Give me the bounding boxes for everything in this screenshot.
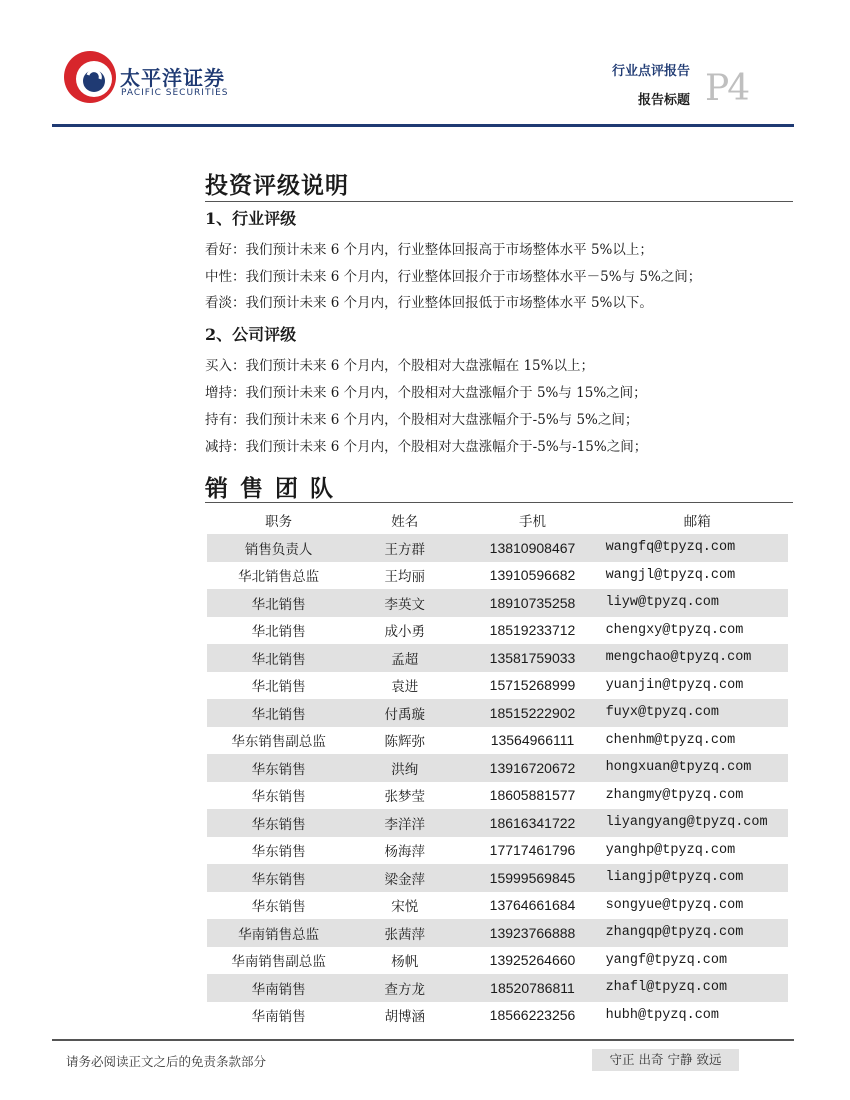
cell-name: 杨海萍 xyxy=(350,837,459,865)
cell-name: 王均丽 xyxy=(350,562,459,590)
cell-phone: 15999569845 xyxy=(459,864,605,892)
column-header-name: 姓名 xyxy=(391,513,419,530)
cell-role: 华北销售总监 xyxy=(207,562,350,590)
cell-phone: 13581759033 xyxy=(459,644,605,672)
column-header-email: 邮箱 xyxy=(683,513,711,530)
cell-email: chengxy@tpyzq.com xyxy=(606,617,788,645)
disclaimer-text: 请务必阅读正文之后的免责条款部分 xyxy=(66,1054,267,1069)
industry-rating-line: 看好：我们预计未来 6 个月内，行业整体回报高于市场整体水平 5%以上； xyxy=(205,242,653,258)
company-rating-line: 增持：我们预计未来 6 个月内，个股相对大盘涨幅介于 5%与 15%之间； xyxy=(205,385,647,401)
cell-role: 华北销售 xyxy=(207,672,350,700)
cell-email: yangf@tpyzq.com xyxy=(606,947,788,975)
cell-role: 华东销售 xyxy=(207,892,350,920)
cell-email: yuanjin@tpyzq.com xyxy=(606,672,788,700)
company-rating-line: 买入：我们预计未来 6 个月内，个股相对大盘涨幅在 15%以上； xyxy=(205,358,594,374)
cell-phone: 18605881577 xyxy=(459,782,605,810)
column-header-role: 职务 xyxy=(265,513,293,530)
brand-name-cn: 太平洋证券 xyxy=(120,66,225,90)
cell-phone: 18520786811 xyxy=(459,974,605,1002)
cell-email: hubh@tpyzq.com xyxy=(606,1002,788,1030)
table-row xyxy=(207,892,788,920)
table-row xyxy=(207,947,788,975)
cell-name: 洪绚 xyxy=(350,754,459,782)
cell-role: 华东销售 xyxy=(207,754,350,782)
cell-role: 华东销售 xyxy=(207,782,350,810)
table-header-row xyxy=(207,505,788,534)
table-row xyxy=(207,672,788,700)
industry-rating-line: 看淡：我们预计未来 6 个月内，行业整体回报低于市场整体水平 5%以下。 xyxy=(205,295,653,311)
cell-email: chenhm@tpyzq.com xyxy=(606,727,788,755)
header-divider xyxy=(52,124,794,127)
cell-name: 杨帆 xyxy=(350,947,459,975)
table-row xyxy=(207,837,788,865)
cell-email: fuyx@tpyzq.com xyxy=(606,699,788,727)
cell-phone: 13925264660 xyxy=(459,947,605,975)
report-title: 报告标题 xyxy=(637,93,690,108)
cell-email: yanghp@tpyzq.com xyxy=(606,837,788,865)
cell-phone: 13916720672 xyxy=(459,754,605,782)
table-row xyxy=(207,1002,788,1030)
cell-email: hongxuan@tpyzq.com xyxy=(606,754,788,782)
cell-name: 成小勇 xyxy=(350,617,459,645)
industry-rating-line: 中性：我们预计未来 6 个月内，行业整体回报介于市场整体水平－5%与 5%之间； xyxy=(205,269,702,285)
report-type: 行业点评报告 xyxy=(611,64,690,79)
company-motto: 守正 出奇 宁静 致远 xyxy=(592,1049,739,1071)
cell-name: 李英文 xyxy=(350,589,459,617)
cell-email: wangjl@tpyzq.com xyxy=(606,562,788,590)
company-logo-icon xyxy=(60,45,120,105)
section-divider xyxy=(205,201,793,202)
cell-name: 孟超 xyxy=(350,644,459,672)
cell-role: 华北销售 xyxy=(207,699,350,727)
cell-role: 华北销售 xyxy=(207,617,350,645)
brand-name-en: PACIFIC SECURITIES xyxy=(121,88,229,98)
table-row xyxy=(207,699,788,727)
cell-role: 销售负责人 xyxy=(207,534,350,562)
cell-phone: 13910596682 xyxy=(459,562,605,590)
cell-role: 华南销售 xyxy=(207,1002,350,1030)
cell-role: 华南销售总监 xyxy=(207,919,350,947)
company-rating-line: 减持：我们预计未来 6 个月内，个股相对大盘涨幅介于-5%与-15%之间； xyxy=(205,439,648,455)
cell-role: 华东销售 xyxy=(207,809,350,837)
cell-name: 查方龙 xyxy=(350,974,459,1002)
table-row xyxy=(207,644,788,672)
company-rating-line: 持有：我们预计未来 6 个月内，个股相对大盘涨幅介于-5%与 5%之间； xyxy=(205,412,639,428)
cell-role: 华南销售副总监 xyxy=(207,947,350,975)
cell-name: 胡博涵 xyxy=(350,1002,459,1030)
table-row xyxy=(207,782,788,810)
cell-phone: 18515222902 xyxy=(459,699,605,727)
cell-name: 梁金萍 xyxy=(350,864,459,892)
cell-phone: 17717461796 xyxy=(459,837,605,865)
table-row xyxy=(207,589,788,617)
cell-name: 王方群 xyxy=(350,534,459,562)
column-header-phone: 手机 xyxy=(518,513,546,530)
cell-name: 张茜萍 xyxy=(350,919,459,947)
cell-phone: 18910735258 xyxy=(459,589,605,617)
cell-phone: 18519233712 xyxy=(459,617,605,645)
industry-rating-title: 1、行业评级 xyxy=(205,209,297,228)
cell-phone: 18616341722 xyxy=(459,809,605,837)
cell-role: 华东销售 xyxy=(207,837,350,865)
cell-name: 张梦莹 xyxy=(350,782,459,810)
cell-email: liyangyang@tpyzq.com xyxy=(606,809,788,837)
table-row xyxy=(207,974,788,1002)
table-row xyxy=(207,727,788,755)
table-row xyxy=(207,864,788,892)
cell-role: 华北销售 xyxy=(207,589,350,617)
table-row xyxy=(207,919,788,947)
table-row xyxy=(207,562,788,590)
cell-email: liangjp@tpyzq.com xyxy=(606,864,788,892)
company-rating-title: 2、公司评级 xyxy=(205,325,297,344)
table-row xyxy=(207,809,788,837)
rating-section-title: 投资评级说明 xyxy=(205,172,349,199)
cell-role: 华南销售 xyxy=(207,974,350,1002)
cell-phone: 13564966111 xyxy=(459,727,605,755)
table-row xyxy=(207,617,788,645)
footer-divider xyxy=(52,1039,794,1041)
sales-team-title: 销售团队 xyxy=(205,475,345,502)
cell-name: 宋悦 xyxy=(350,892,459,920)
cell-email: songyue@tpyzq.com xyxy=(606,892,788,920)
page-number: P4 xyxy=(705,68,749,109)
table-row xyxy=(207,534,788,562)
cell-name: 陈辉弥 xyxy=(350,727,459,755)
cell-phone: 15715268999 xyxy=(459,672,605,700)
cell-email: zhafl@tpyzq.com xyxy=(606,974,788,1002)
cell-email: zhangqp@tpyzq.com xyxy=(606,919,788,947)
cell-email: mengchao@tpyzq.com xyxy=(606,644,788,672)
cell-email: zhangmy@tpyzq.com xyxy=(606,782,788,810)
cell-phone: 18566223256 xyxy=(459,1002,605,1030)
cell-email: liyw@tpyzq.com xyxy=(606,589,788,617)
cell-name: 李洋洋 xyxy=(350,809,459,837)
section-divider xyxy=(205,502,793,503)
cell-name: 付禹璇 xyxy=(350,699,459,727)
cell-role: 华东销售 xyxy=(207,864,350,892)
table-row xyxy=(207,754,788,782)
cell-email: wangfq@tpyzq.com xyxy=(606,534,788,562)
cell-role: 华东销售副总监 xyxy=(207,727,350,755)
sales-team-table xyxy=(207,505,788,1029)
cell-role: 华北销售 xyxy=(207,644,350,672)
cell-phone: 13923766888 xyxy=(459,919,605,947)
cell-phone: 13764661684 xyxy=(459,892,605,920)
cell-name: 袁进 xyxy=(350,672,459,700)
cell-phone: 13810908467 xyxy=(459,534,605,562)
